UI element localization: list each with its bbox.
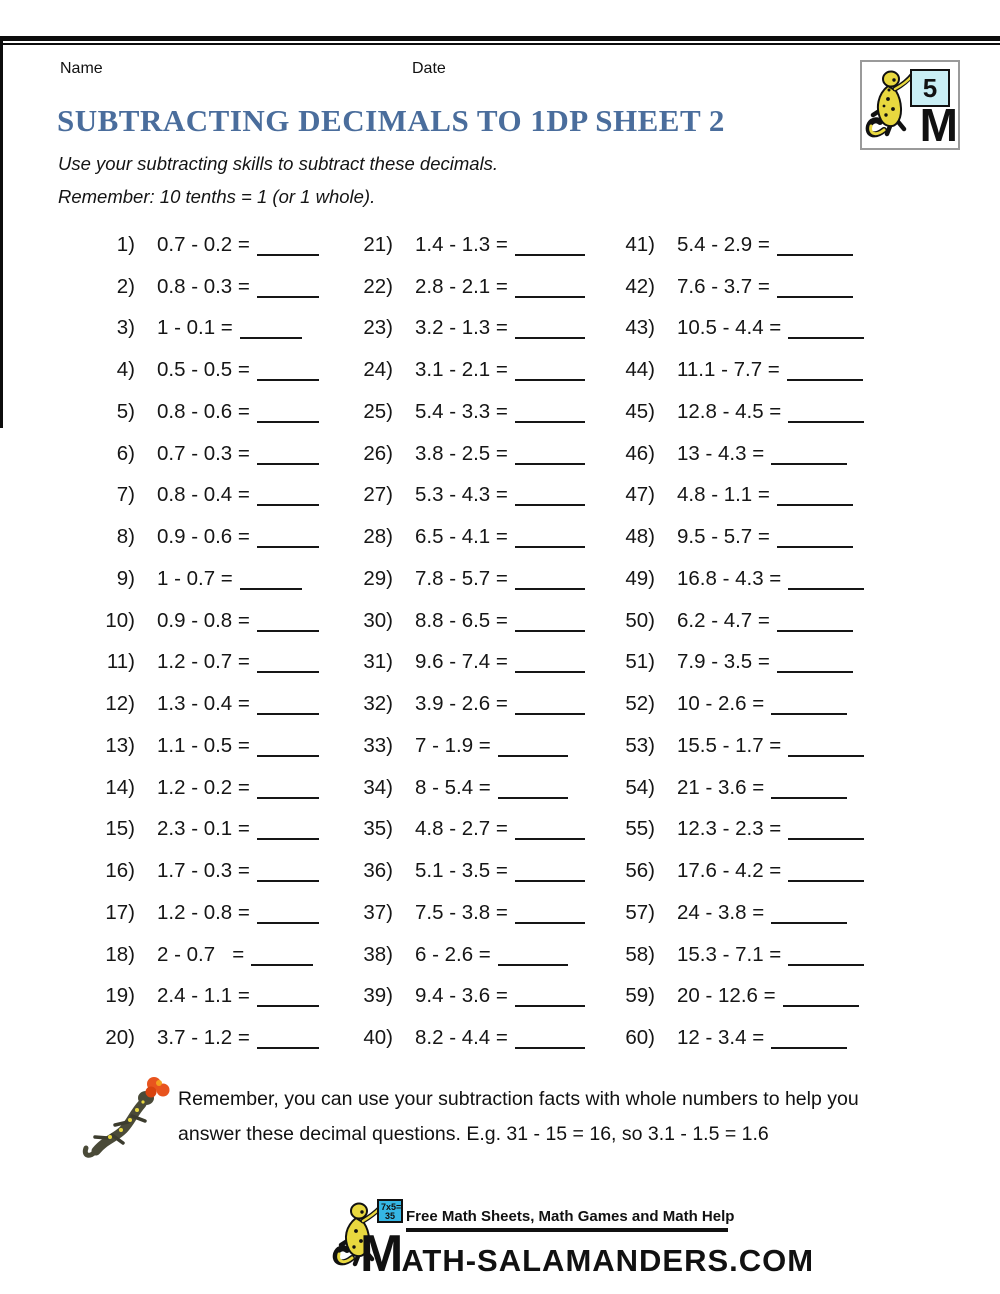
problem-number: 30) [363,608,393,632]
problem-number: 9) [116,566,135,590]
problem-expression: 6 - 2.6 = [415,942,491,966]
reminder-note-line-1: Remember, you can use your subtraction facts with whole numbers to help you [178,1088,859,1110]
problem-expression: 2.8 - 2.1 = [415,274,508,298]
problem-row [351,892,607,934]
problem-number: 15) [105,817,135,841]
answer-blank [257,379,319,381]
problem-number: 26) [363,441,393,465]
problem-number: 5) [116,399,135,423]
problem-expression: 4.8 - 2.7 = [415,817,508,841]
answer-blank [777,671,853,673]
name-label: Name [60,60,103,77]
problem-row [613,224,913,266]
answer-blank [257,713,319,715]
problem-expression: 2.3 - 0.1 = [157,817,250,841]
answer-blank [515,1005,585,1007]
answer-blank [777,504,853,506]
problem-number: 24) [363,358,393,382]
answer-blank [257,797,319,799]
answer-blank [515,504,585,506]
footer-tagline: Free Math Sheets, Math Games and Math Help [406,1208,735,1225]
problem-expression: 1.3 - 0.4 = [157,692,250,716]
answer-blank [515,379,585,381]
lizard-flower-icon [80,1072,180,1167]
problem-number: 18) [105,942,135,966]
problem-row [93,850,345,892]
problem-expression: 7.6 - 3.7 = [677,274,770,298]
problem-row [613,1017,913,1059]
problem-row [351,266,607,308]
problem-expression: 17.6 - 4.2 = [677,859,782,883]
problem-row [351,850,607,892]
problem-row [613,266,913,308]
problem-expression: 9.5 - 5.7 = [677,525,770,549]
problem-row [351,433,607,475]
problem-number: 53) [625,733,655,757]
answer-blank [771,1047,847,1049]
problem-row [93,475,345,517]
problem-number: 49) [625,566,655,590]
answer-blank [257,546,319,548]
problem-expression: 24 - 3.8 = [677,900,765,924]
problem-expression: 0.8 - 0.3 = [157,274,250,298]
problem-row [93,349,345,391]
problem-row [613,976,913,1018]
top-rule-thick [0,36,1000,41]
problem-row [613,725,913,767]
problem-row [93,642,345,684]
problem-row [613,600,913,642]
problem-row [351,683,607,725]
problem-row [351,600,607,642]
answer-blank [515,630,585,632]
problem-row [351,391,607,433]
answer-blank [771,713,847,715]
problem-row [613,349,913,391]
problem-row [613,308,913,350]
problem-row [351,516,607,558]
problem-number: 47) [625,483,655,507]
date-label: Date [412,60,446,77]
problem-row [93,516,345,558]
problem-number: 40) [363,1026,393,1050]
problem-number: 52) [625,692,655,716]
problem-expression: 8.8 - 6.5 = [415,608,508,632]
problem-expression: 0.7 - 0.2 = [157,232,250,256]
answer-blank [777,546,853,548]
problem-number: 7) [116,483,135,507]
problem-row [613,558,913,600]
sheet-logo [860,60,960,150]
problem-number: 10) [105,608,135,632]
problem-number: 60) [625,1026,655,1050]
problem-number: 38) [363,942,393,966]
instruction-line-1: Use your subtracting skills to subtract these decimals. [58,153,499,174]
footer-logo [328,1196,815,1283]
answer-blank [771,797,847,799]
problem-row [613,642,913,684]
answer-blank [515,463,585,465]
problem-number: 12) [105,692,135,716]
answer-blank [498,964,568,966]
problem-number: 3) [116,316,135,340]
problem-expression: 12.8 - 4.5 = [677,399,782,423]
problem-number: 8) [116,525,135,549]
problem-row [351,976,607,1018]
problem-expression: 15.3 - 7.1 = [677,942,782,966]
problem-row [613,433,913,475]
problem-number: 1) [116,232,135,256]
problem-expression: 16.8 - 4.3 = [677,566,782,590]
problem-row [351,224,607,266]
problem-number: 37) [363,900,393,924]
problem-expression: 1.4 - 1.3 = [415,232,508,256]
problem-expression: 5.4 - 2.9 = [677,232,770,256]
problem-expression: 0.9 - 0.8 = [157,608,250,632]
problem-expression: 10 - 2.6 = [677,692,765,716]
problem-expression: 4.8 - 1.1 = [677,483,770,507]
answer-blank [777,296,853,298]
problem-expression: 1 - 0.1 = [157,316,233,340]
problem-expression: 5.1 - 3.5 = [415,859,508,883]
problem-expression: 3.7 - 1.2 = [157,1026,250,1050]
answer-blank [498,797,568,799]
problem-row [613,475,913,517]
problem-expression: 3.9 - 2.6 = [415,692,508,716]
problem-number: 2) [116,274,135,298]
footer-wordmark-rest: ATH-SALAMANDERS.COM [401,1243,815,1278]
problem-expression: 0.5 - 0.5 = [157,358,250,382]
problem-expression: 6.5 - 4.1 = [415,525,508,549]
problem-row [93,433,345,475]
problem-number: 35) [363,817,393,841]
problem-expression: 1 - 0.7 = [157,566,233,590]
logo-number: 5 [922,72,938,103]
problem-expression: 2.4 - 1.1 = [157,984,250,1008]
answer-blank [777,254,853,256]
answer-blank [515,254,585,256]
problem-number: 6) [116,441,135,465]
problem-expression: 5.4 - 3.3 = [415,399,508,423]
problem-number: 58) [625,942,655,966]
problem-number: 11) [106,650,135,674]
problem-row [351,767,607,809]
answer-blank [515,671,585,673]
problem-number: 29) [363,566,393,590]
problem-row [93,809,345,851]
problem-column-1 [93,224,345,1059]
problem-row [613,516,913,558]
problem-row [93,976,345,1018]
problem-number: 17) [105,900,135,924]
problem-expression: 5.3 - 4.3 = [415,483,508,507]
problem-expression: 1.1 - 0.5 = [157,733,250,757]
problem-number: 45) [625,399,655,423]
problem-row [93,1017,345,1059]
problem-expression: 1.2 - 0.7 = [157,650,250,674]
problem-row [351,725,607,767]
answer-blank [257,880,319,882]
problem-expression: 10.5 - 4.4 = [677,316,782,340]
answer-blank [515,713,585,715]
problem-number: 4) [116,358,135,382]
answer-blank [498,755,568,757]
problem-expression: 11.1 - 7.7 = [677,358,780,382]
problem-expression: 20 - 12.6 = [677,984,776,1008]
problem-row [93,725,345,767]
problem-number: 57) [625,900,655,924]
problem-expression: 3.2 - 1.3 = [415,316,508,340]
problem-number: 43) [625,316,655,340]
problem-number: 22) [363,274,393,298]
problem-expression: 12 - 3.4 = [677,1026,765,1050]
problem-row [351,558,607,600]
problem-expression: 0.7 - 0.3 = [157,441,250,465]
footer-wordmark-initial: M [360,1225,402,1283]
problem-expression: 0.9 - 0.6 = [157,525,250,549]
problem-expression: 3.8 - 2.5 = [415,441,508,465]
answer-blank [788,588,864,590]
answer-blank [788,880,864,882]
problem-number: 51) [625,650,655,674]
problem-expression: 1.2 - 0.2 = [157,775,250,799]
problem-number: 14) [105,775,135,799]
problem-row [93,934,345,976]
answer-blank [515,880,585,882]
answer-blank [257,254,319,256]
answer-blank [515,588,585,590]
answer-blank [257,671,319,673]
answer-blank [777,630,853,632]
problem-row [93,308,345,350]
answer-blank [788,838,864,840]
logo-monogram: M [919,99,955,151]
problem-expression: 9.6 - 7.4 = [415,650,508,674]
page-title: SUBTRACTING DECIMALS TO 1DP SHEET 2 [57,103,725,138]
instruction-line-2: Remember: 10 tenths = 1 (or 1 whole). [58,186,376,207]
problem-row [93,391,345,433]
problem-number: 27) [363,483,393,507]
scan-left-edge [0,36,3,428]
problem-number: 36) [363,859,393,883]
problem-number: 46) [625,441,655,465]
problem-number: 20) [105,1026,135,1050]
reminder-note-line-2: answer these decimal questions. E.g. 31 - 15 = 16, so 3.1 - 1.5 = 1.6 [178,1123,769,1145]
problem-expression: 9.4 - 3.6 = [415,984,508,1008]
problem-row [613,892,913,934]
problem-number: 42) [625,274,655,298]
salamander-icon [864,68,916,144]
answer-blank [257,504,319,506]
answer-blank [515,337,585,339]
problem-number: 31) [363,650,393,674]
answer-blank [257,838,319,840]
answer-blank [257,1047,319,1049]
answer-blank [257,630,319,632]
problem-number: 23) [363,316,393,340]
problem-row [351,308,607,350]
problem-expression: 7.5 - 3.8 = [415,900,508,924]
problem-number: 28) [363,525,393,549]
reminder-note [178,1082,859,1152]
problem-number: 33) [363,733,393,757]
answer-blank [515,546,585,548]
problem-number: 44) [625,358,655,382]
problem-row [613,391,913,433]
answer-blank [257,755,319,757]
footer-wordmark [360,1225,815,1283]
problem-number: 56) [625,859,655,883]
problem-number: 13) [105,733,135,757]
answer-blank [515,421,585,423]
problem-number: 39) [363,984,393,1008]
problem-row [613,767,913,809]
answer-blank [240,337,302,339]
problem-row [613,683,913,725]
problem-number: 32) [363,692,393,716]
problem-expression: 13 - 4.3 = [677,441,765,465]
problem-row [93,600,345,642]
problem-expression: 7.9 - 3.5 = [677,650,770,674]
problem-expression: 7 - 1.9 = [415,733,491,757]
problem-expression: 0.8 - 0.6 = [157,399,250,423]
problem-row [351,1017,607,1059]
problem-number: 16) [105,859,135,883]
problem-expression: 8.2 - 4.4 = [415,1026,508,1050]
problem-column-2 [351,224,607,1059]
problem-expression: 21 - 3.6 = [677,775,765,799]
answer-blank [515,838,585,840]
problem-number: 34) [363,775,393,799]
problem-number: 59) [625,984,655,1008]
problem-row [351,934,607,976]
answer-blank [257,421,319,423]
problem-number: 50) [625,608,655,632]
problem-expression: 15.5 - 1.7 = [677,733,782,757]
problem-row [93,224,345,266]
problem-row [93,266,345,308]
problem-expression: 8 - 5.4 = [415,775,491,799]
problem-row [351,642,607,684]
answer-blank [515,1047,585,1049]
problem-number: 19) [105,984,135,1008]
answer-blank [257,1005,319,1007]
problem-number: 48) [625,525,655,549]
problem-expression: 7.8 - 5.7 = [415,566,508,590]
answer-blank [257,463,319,465]
answer-blank [251,964,313,966]
problem-row [93,683,345,725]
top-rule-thin [0,43,1000,45]
problem-number: 54) [625,775,655,799]
answer-blank [771,922,847,924]
problem-expression: 2 - 0.7 = [157,942,245,966]
problem-expression: 3.1 - 2.1 = [415,358,508,382]
problem-row [351,475,607,517]
problem-number: 55) [625,817,655,841]
answer-blank [783,1005,859,1007]
problem-number: 41) [625,232,655,256]
problem-row [93,558,345,600]
answer-blank [240,588,302,590]
answer-blank [257,922,319,924]
footer-sign-line-1: 7x5= [381,1202,402,1212]
problem-row [613,934,913,976]
problem-row [613,850,913,892]
problem-expression: 0.8 - 0.4 = [157,483,250,507]
problem-expression: 12.3 - 2.3 = [677,817,782,841]
answer-blank [771,463,847,465]
problem-expression: 6.2 - 4.7 = [677,608,770,632]
answer-blank [515,922,585,924]
problem-row [351,349,607,391]
answer-blank [787,379,863,381]
answer-blank [788,755,864,757]
answer-blank [788,337,864,339]
problem-expression: 1.2 - 0.8 = [157,900,250,924]
answer-blank [788,964,864,966]
problem-row [351,809,607,851]
answer-blank [515,296,585,298]
answer-blank [788,421,864,423]
problem-number: 25) [363,399,393,423]
problem-number: 21) [363,232,393,256]
footer-sign-line-2: 35 [385,1211,396,1221]
problem-column-3 [613,224,913,1059]
problem-row [613,809,913,851]
problem-expression: 1.7 - 0.3 = [157,859,250,883]
problem-row [93,892,345,934]
answer-blank [257,296,319,298]
problem-row [93,767,345,809]
